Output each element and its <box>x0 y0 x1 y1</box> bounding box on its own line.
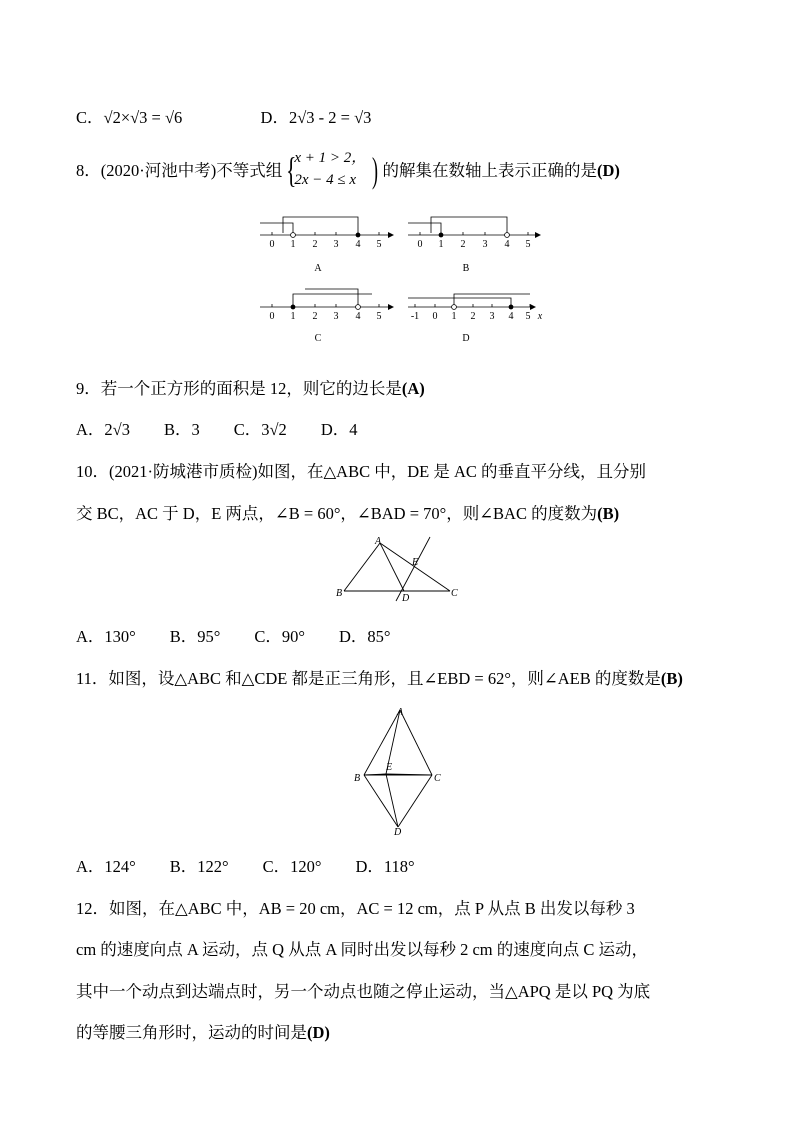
fig-point-d: D <box>394 827 402 837</box>
svg-text:4: 4 <box>504 239 510 250</box>
q11-option-a: A．124° <box>76 857 136 876</box>
q12-stem-line1: 12．如图，在△ABC 中，AB = 20 cm，AC = 12 cm，点 P 从点 B 出发以每秒 3 <box>76 899 635 918</box>
svg-text:3: 3 <box>489 311 495 322</box>
q8-stem <box>76 152 620 192</box>
svg-text:5: 5 <box>376 311 382 322</box>
fig-point-e: E <box>386 762 393 773</box>
svg-text:3: 3 <box>333 239 339 250</box>
q10-options <box>76 625 391 649</box>
q12-stem-line3: 其中一个动点到达端点时，另一个动点也随之停止运动，当△APQ 是以 PQ 为底 <box>76 982 651 1001</box>
q9-options <box>76 418 357 442</box>
fig-point-d: D <box>402 593 410 604</box>
svg-text:2: 2 <box>470 311 476 322</box>
q11-triangles-figure <box>350 702 450 837</box>
fig-point-e: E <box>412 557 419 568</box>
svg-text:5: 5 <box>376 239 382 250</box>
q8-inequality-2: 2x − 4 ≤ x <box>294 172 357 188</box>
svg-text:3: 3 <box>333 311 339 322</box>
q10-option-c: C．90° <box>254 627 305 646</box>
q10-option-a: A．130° <box>76 627 136 646</box>
fig-label-c: C <box>314 333 322 344</box>
svg-text:4: 4 <box>355 239 361 250</box>
q11-answer: (B) <box>660 669 683 688</box>
q10-option-d: D．85° <box>338 627 391 646</box>
q9-stem <box>76 377 425 401</box>
q12-stem-line4-text: 的等腰三角形时，运动的时间是 <box>76 1023 307 1042</box>
number-line-c <box>260 289 394 344</box>
q7-options <box>76 106 371 130</box>
fig-point-c: C <box>434 773 441 784</box>
fig-label-d: D <box>462 333 470 344</box>
fig-point-c: C <box>451 588 458 599</box>
svg-text:0: 0 <box>269 239 275 250</box>
svg-text:3: 3 <box>482 239 488 250</box>
fig-point-b: B <box>354 773 361 784</box>
q7-option-d-label: D． <box>260 108 289 127</box>
q12-stem-line2: cm 的速度向点 A 运动，点 Q 从点 A 同时出发以每秒 2 cm 的速度向点 C 运动， <box>76 940 648 959</box>
svg-text:4: 4 <box>355 311 361 322</box>
svg-text:0: 0 <box>269 311 275 322</box>
svg-text:0: 0 <box>417 239 423 250</box>
q12-answer: (D) <box>307 1023 330 1042</box>
svg-text:x: x <box>537 311 543 322</box>
svg-text:1: 1 <box>438 239 444 250</box>
q10-stem-line2 <box>76 502 619 526</box>
svg-text:1: 1 <box>290 239 296 250</box>
fig-label-b: B <box>462 263 470 274</box>
left-brace-icon: { <box>286 150 297 190</box>
q8-stem-pre: 8．(2020·河池中考)不等式组 <box>76 160 283 180</box>
q11-option-d: D．118° <box>355 857 415 876</box>
svg-text:5: 5 <box>525 311 531 322</box>
q8-number-lines-figure <box>250 210 550 350</box>
q8-answer: (D) <box>596 160 620 180</box>
q11-stem <box>76 667 683 691</box>
q9-option-d: D．4 <box>320 420 358 439</box>
svg-text:4: 4 <box>508 311 514 322</box>
q11-stem-text: 11．如图，设△ABC 和△CDE 都是正三角形，且∠EBD = 62°，则∠AEB 的度数是 <box>76 669 661 688</box>
q7-option-c-label: C． <box>76 108 104 127</box>
q9-stem-text: 9．若一个正方形的面积是 12，则它的边长是 <box>76 379 402 398</box>
q11-option-c: C．120° <box>262 857 322 876</box>
q8-stem-post: 的解集在数轴上表示正确的是 <box>382 160 597 180</box>
q9-option-c: C．3√2 <box>233 420 287 439</box>
number-line-a <box>260 217 394 274</box>
svg-text:1: 1 <box>451 311 457 322</box>
svg-text:2: 2 <box>460 239 466 250</box>
q11-options <box>76 855 415 879</box>
q12-stem-line4 <box>76 1021 330 1045</box>
q10-option-b: B．95° <box>169 627 221 646</box>
svg-text:1: 1 <box>290 311 296 322</box>
svg-text:2: 2 <box>312 239 318 250</box>
q7-option-d-expr: 2√3 - 2 = √3 <box>288 108 372 127</box>
q9-option-a: A．2√3 <box>76 420 130 439</box>
q11-option-b: B．122° <box>169 857 229 876</box>
q10-answer: (B) <box>597 504 620 523</box>
q9-answer: (A) <box>401 379 425 398</box>
q10-stem-line1: 10．(2021·防城港市质检)如图，在△ABC 中，DE 是 AC 的垂直平分线，且分别 <box>76 462 647 481</box>
q7-option-c-expr: √2×√3 = √6 <box>103 108 183 127</box>
q10-stem-line2-text: 交 BC，AC 于 D，E 两点，∠B = 60°，∠BAD = 70°，则∠BAC 的度数为 <box>76 504 598 523</box>
fig-point-b: B <box>336 588 343 599</box>
svg-text:-1: -1 <box>410 311 420 322</box>
q9-option-b: B．3 <box>163 420 200 439</box>
number-line-b <box>408 217 541 274</box>
fig-label-a: A <box>314 263 322 274</box>
number-line-d <box>408 294 543 344</box>
fig-point-a: A <box>397 707 404 718</box>
right-paren-icon: ) <box>372 150 379 190</box>
q8-inequality-1: x + 1 > 2， <box>294 150 367 166</box>
fig-point-a: A <box>375 536 382 547</box>
svg-text:5: 5 <box>525 239 531 250</box>
svg-text:2: 2 <box>312 311 318 322</box>
q10-triangle-figure <box>330 535 470 605</box>
q8-inequality-system <box>286 152 378 192</box>
svg-text:0: 0 <box>432 311 438 322</box>
